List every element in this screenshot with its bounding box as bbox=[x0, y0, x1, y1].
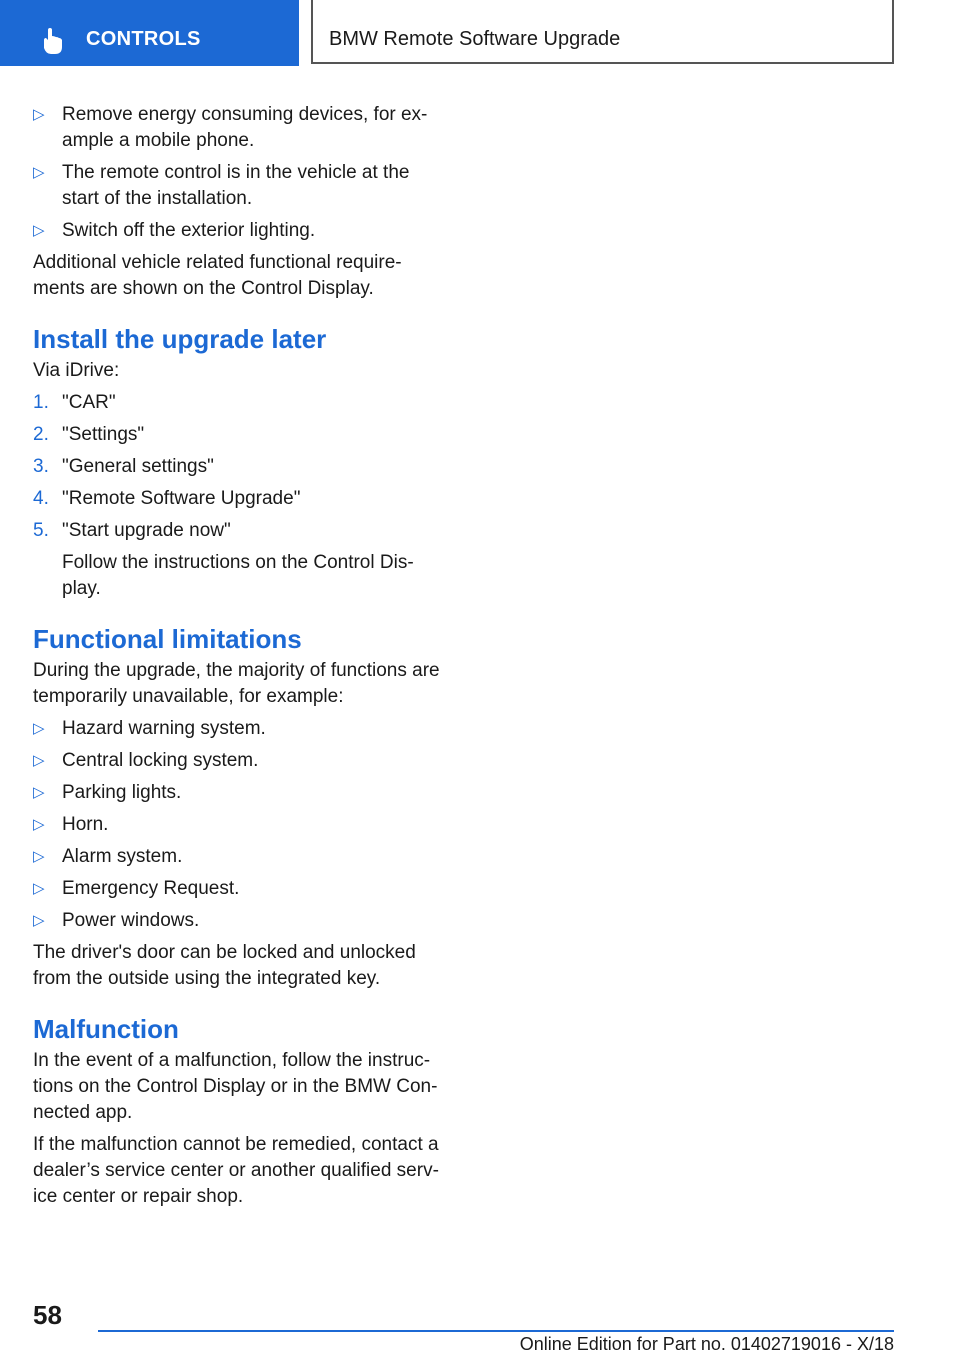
list-item: ▷ Central locking system. bbox=[33, 748, 445, 774]
page-header bbox=[0, 0, 960, 66]
list-item: ▷ Remove energy consuming devices, for ex‐ ample a mobile phone. bbox=[33, 104, 428, 151]
limitations-bullet-list bbox=[33, 716, 445, 934]
footer-divider bbox=[98, 1330, 894, 1332]
triangle-bullet-icon: ▷ bbox=[33, 912, 45, 929]
malfunction-paragraph-2: If the malfunction cannot be remedied, contact a dealer’s service center or another qualified serv‐ ice center or repair shop. bbox=[33, 1134, 439, 1207]
heading-install-later: Install the upgrade later bbox=[33, 324, 327, 354]
step-item: 5. "Start upgrade now" bbox=[33, 520, 231, 541]
triangle-bullet-icon: ▷ bbox=[33, 784, 45, 801]
triangle-bullet-icon: ▷ bbox=[33, 222, 45, 239]
heading-functional-limitations: Functional limitations bbox=[33, 624, 302, 654]
chapter-box bbox=[311, 0, 894, 64]
triangle-bullet-icon: ▷ bbox=[33, 848, 45, 865]
triangle-bullet-icon: ▷ bbox=[33, 816, 45, 833]
chapter-title: BMW Remote Software Upgrade bbox=[329, 28, 621, 50]
install-lead: Via iDrive: bbox=[33, 360, 120, 381]
step-item: 2. "Settings" bbox=[33, 424, 145, 445]
list-item: ▷ Emergency Request. bbox=[33, 876, 445, 902]
page-number: 58 bbox=[33, 1300, 62, 1330]
step-item: 3. "General settings" bbox=[33, 456, 214, 477]
malfunction-paragraph-1: In the event of a malfunction, follow the instruc‐ tions on the Control Display or in the BMW Con‐ nected app. bbox=[33, 1050, 438, 1123]
install-steps bbox=[33, 390, 445, 602]
step-item: 1. "CAR" bbox=[33, 392, 116, 413]
limitations-lead: During the upgrade, the majority of functions are temporarily unavailable, for example: bbox=[33, 660, 440, 707]
intro-bullet-list bbox=[33, 102, 445, 244]
list-item: ▷ Power windows. bbox=[33, 908, 445, 934]
list-item: ▷ Switch off the exterior lighting. bbox=[33, 218, 445, 244]
step-item: 4. "Remote Software Upgrade" bbox=[33, 488, 301, 509]
footer-edition: Online Edition for Part no. 01402719016 - X/18 bbox=[519, 1334, 894, 1354]
limitations-closing: The driver's door can be locked and unlocked from the outside using the integrated key. bbox=[33, 942, 416, 989]
intro-paragraph: Additional vehicle related functional require‐ ments are shown on the Control Display. bbox=[33, 252, 402, 299]
triangle-bullet-icon: ▷ bbox=[33, 106, 45, 123]
list-item: ▷ Alarm system. bbox=[33, 844, 445, 870]
list-item: ▷ Parking lights. bbox=[33, 780, 445, 806]
triangle-bullet-icon: ▷ bbox=[33, 880, 45, 897]
section-label: CONTROLS bbox=[86, 28, 201, 50]
list-item: ▷ Horn. bbox=[33, 812, 445, 838]
main-content bbox=[33, 102, 445, 1216]
triangle-bullet-icon: ▷ bbox=[33, 164, 45, 181]
list-item: ▷ Hazard warning system. bbox=[33, 716, 445, 742]
hand-pointer-icon bbox=[40, 27, 66, 55]
section-tab bbox=[0, 0, 299, 66]
step-note: Follow the instructions on the Control Dis‐ play. bbox=[62, 552, 414, 599]
list-item: ▷ The remote control is in the vehicle at the start of the installation. bbox=[33, 162, 410, 209]
heading-malfunction: Malfunction bbox=[33, 1014, 179, 1044]
triangle-bullet-icon: ▷ bbox=[33, 752, 45, 769]
triangle-bullet-icon: ▷ bbox=[33, 720, 45, 737]
